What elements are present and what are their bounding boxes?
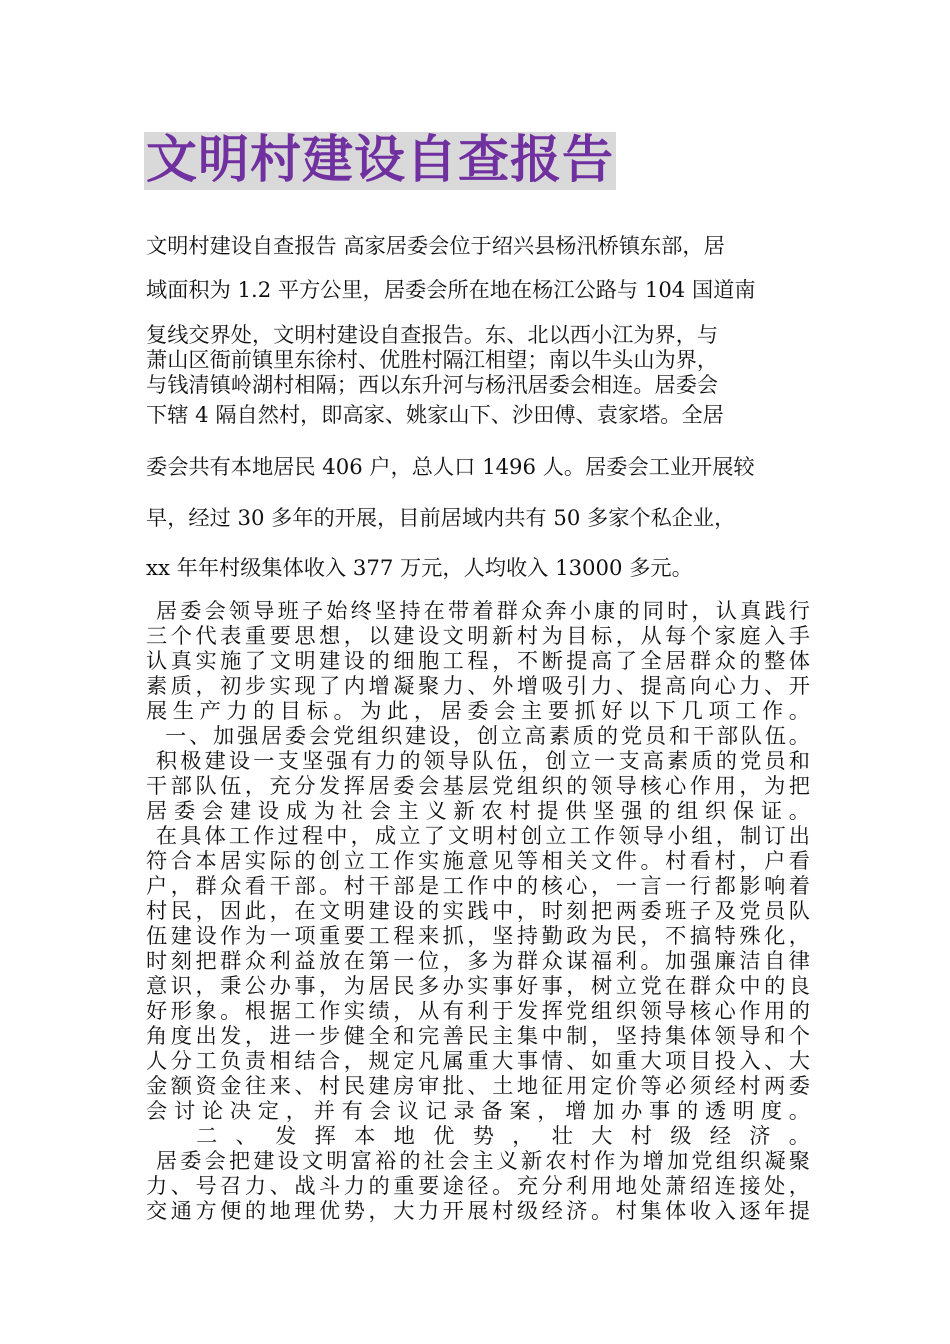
body-line: 力、号召力、战斗力的重要途径。充分利用地处萧绍连接处， xyxy=(146,1173,810,1198)
body-line: 会讨论决定，并有会议记录备案，增加办事的透明度。 xyxy=(146,1098,810,1123)
body-line: 三个代表重要思想，以建设文明新村为目标，从每个家庭入手 xyxy=(146,623,810,648)
body-line: 居委会领导班子始终坚持在带着群众奔小康的同时，认真践行 xyxy=(146,598,810,623)
body-line: 交通方便的地理优势，大力开展村级经济。村集体收入逐年提 xyxy=(146,1198,810,1223)
title-container xyxy=(144,132,616,190)
body-line: 人分工负责相结合，规定凡属重大事情、如重大项目投入、大 xyxy=(146,1048,810,1073)
body-line: 素质，初步实现了内增凝聚力、外增吸引力、提高向心力、开 xyxy=(146,673,810,698)
body-line: 居委会建设成为社会主义新农村提供坚强的组织保证。 xyxy=(146,798,810,823)
body-line: 意识，秉公办事，为居民多办实事好事，树立党在群众中的良 xyxy=(146,973,810,998)
body-line: 积极建设一支坚强有力的领导队伍，创立一支高素质的党员和 xyxy=(146,748,810,773)
body-line: 金额资金往来、村民建房审批、土地征用定价等必须经村两委 xyxy=(146,1073,810,1098)
body-line: 好形象。根据工作实绩，从有利于发挥党组织领导核心作用的 xyxy=(146,998,810,1023)
section-heading: 二、发挥本地优势，壮大村级经济。 xyxy=(146,1123,810,1148)
body-line: 户，群众看干部。村干部是工作中的核心，一言一行都影响着 xyxy=(146,873,810,898)
body-paragraphs xyxy=(146,598,810,1223)
body-line: 干部队伍，充分发挥居委会基层党组织的领导核心作用，为把 xyxy=(146,773,810,798)
section-heading: 一、加强居委会党组织建设，创立高素质的党员和干部队伍。 xyxy=(146,723,810,748)
body-line: 伍建设作为一项重要工程来抓，坚持勤政为民，不搞特殊化， xyxy=(146,923,810,948)
body-line: 居委会把建设文明富裕的社会主义新农村作为增加党组织凝聚 xyxy=(146,1148,810,1173)
body-line: 在具体工作过程中，成立了文明村创立工作领导小组，制订出 xyxy=(146,823,810,848)
body-line: 角度出发，进一步健全和完善民主集中制，坚持集体领导和个 xyxy=(146,1023,810,1048)
body-line: 展生产力的目标。为此，居委会主要抓好以下几项工作。 xyxy=(146,698,810,723)
body-line: 时刻把群众利益放在第一位，多为群众谋福利。加强廉洁自律 xyxy=(146,948,810,973)
body-line: 符合本居实际的创立工作实施意见等相关文件。村看村，户看 xyxy=(146,848,810,873)
body-line: 认真实施了文明建设的细胞工程，不断提高了全居群众的整体 xyxy=(146,648,810,673)
body-line: 村民，因此，在文明建设的实践中，时刻把两委班子及党员队 xyxy=(146,898,810,923)
document-title: 文明村建设自查报告 xyxy=(146,131,615,190)
document-page: 文明村建设自查报告 文明村建设自查报告 高家居委会位于绍兴县杨汛桥镇东部，居 域面积为 1.2 平方公里，居委会所在地在杨江公路与 104 国道南 复线交界处，文明村建设自查报告。东、北以西小江为界，与 萧山区衙前镇里东徐村、优胜村隔江相望；南以牛头山为界， 与钱清镇岭湖村相隔；西以东升河与杨汛居委会相连。居委会 下辖 4 隔自然村，即高家、姚家山下、沙田傅、袁家塔。全居 委会共有本地居民 406 户，总人口 1496 人。居委会工业开展较 早，经过 30 多年的开展，目前居域内共有 50 多家个私企业， xx 年年村级集体收入 377 万元，人均收入 13000 多元。 居委会领导班子始终坚持在带着群众奔小康的同时，认真践行 三个代表重要思想，以建设文明新村为目标，从每个家庭入手 认真实施了文明建设的细胞工程，不断提高了全居群众的整体 素质，初步实现了内增凝聚力、外增吸引力、提高向心力、开 展生产力的目标。为此，居委会主要抓好以下几项工作。 一、加强居委会党组织建设，创立高素质的党员和干部队伍。 积极建设一支坚强有力的领导队伍，创立一支高素质的党员和 干部队伍，充分发挥居委会基层党组织的领导核心作用，为把 居委会建设成为社会主义新农村提供坚强的组织保证。 在具体工作过程中，成立了文明村创立工作领导小组，制订出 符合本居实际的创立工作实施意见等相关文件。村看村，户看 户，群众看干部。村干部是工作中的核心，一言一行都影响着 村民，因此，在文明建设的实践中，时刻把两委班子及党员队 伍建设作为一项重要工程来抓，坚持勤政为民，不搞特殊化， 时刻把群众利益放在第一位，多为群众谋福利。加强廉洁自律 意识，秉公办事，为居民多办实事好事，树立党在群众中的良 好形象。根据工作实绩，从有利于发挥党组织领导核心作用的 角度出发，进一步健全和完善民主集中制，坚持集体领导和个 人分工负责相结合，规定凡属重大事情、如重大项目投入、大 金额资金往来、村民建房审批、土地征用定价等必须经村两委 会讨论决定，并有会议记录备案，增加办事的透明度。 二、发挥本地优势，壮大村级经济。 居委会把建设文明富裕的社会主义新农村作为增加党组织凝聚 力、号召力、战斗力的重要途径。充分利用地处萧绍连接处， 交通方便的地理优势，大力开展村级经济。村集体收入逐年提 xyxy=(146,131,810,1223)
